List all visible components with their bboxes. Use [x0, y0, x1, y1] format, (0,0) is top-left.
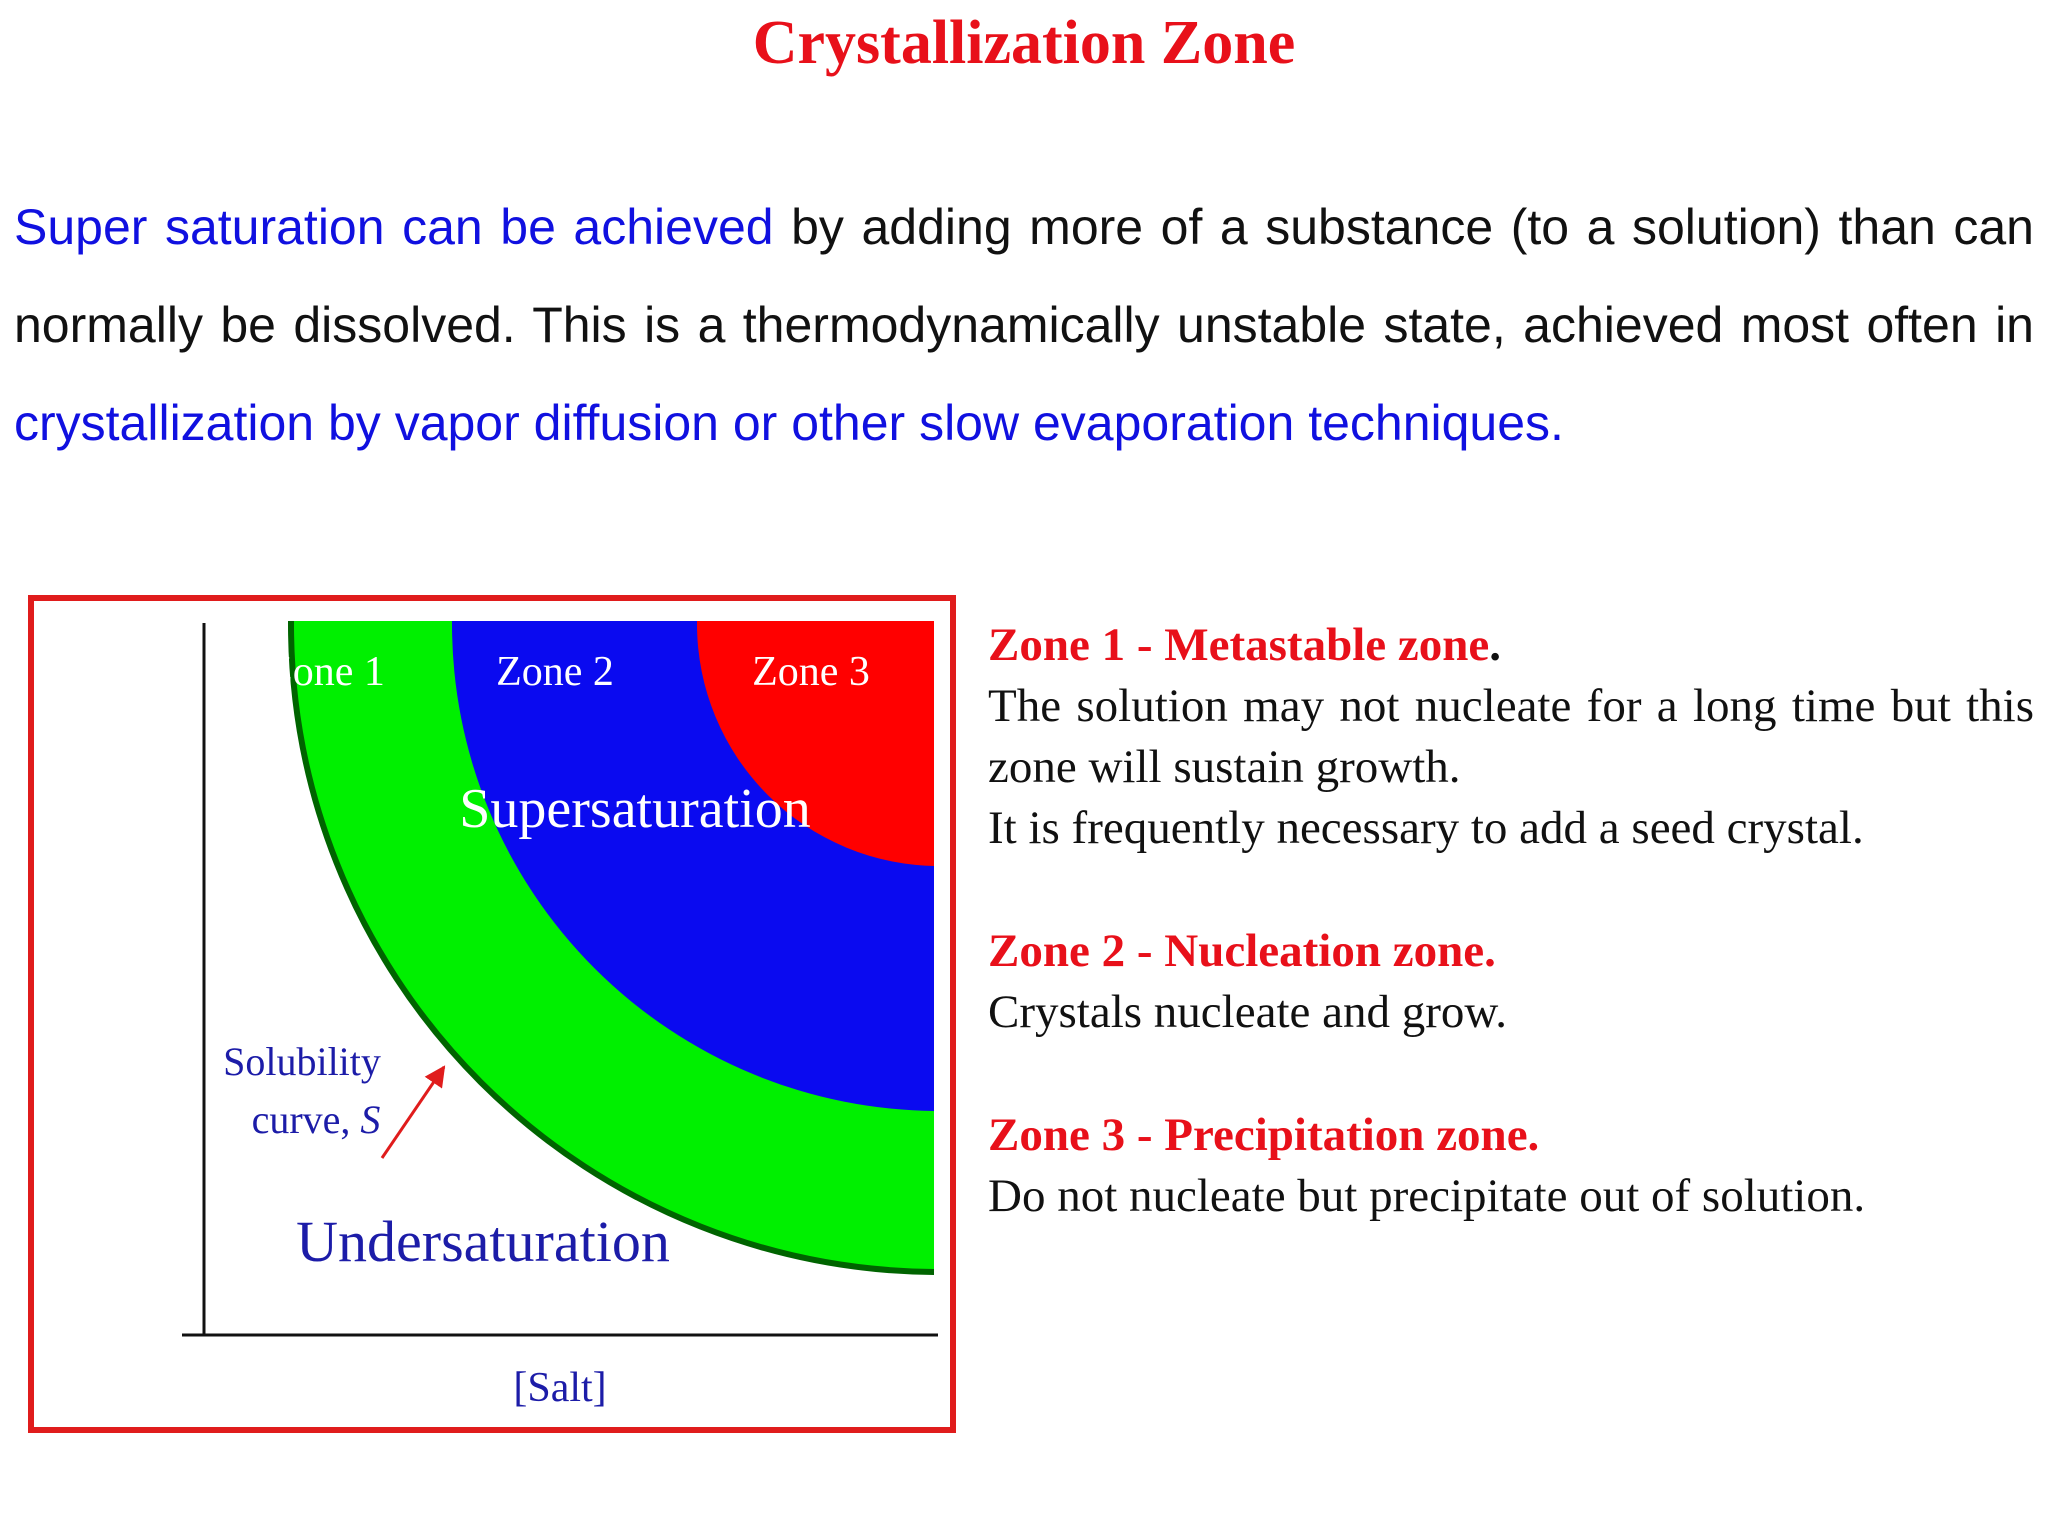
zone2-description — [988, 921, 2034, 1043]
zone3-description — [988, 1105, 2034, 1227]
solubility-arrow — [382, 1067, 444, 1158]
zone1-heading — [988, 615, 2034, 676]
zone3-label: Zone 3 — [752, 649, 870, 695]
zone1-heading-text: Zone 1 - Metastable zone — [988, 619, 1490, 671]
solubility-label-line2 — [252, 1097, 381, 1142]
zone2-label: Zone 2 — [496, 649, 614, 695]
intro-body-text: by adding more of a substance (to a solution) than can normally be dissolved. This is a thermodynamically unstable state, achieved most often in — [14, 199, 2034, 353]
zone3-line-1: Do not nucleate but precipitate out of solution. — [988, 1170, 1866, 1222]
x-axis-label: [Salt] — [513, 1365, 607, 1411]
diagram-svg — [34, 601, 950, 1427]
zone1-line-2: It is frequently necessary to add a seed crystal. — [988, 802, 1864, 854]
zone3-heading: Zone 3 - Precipitation zone. — [988, 1109, 1540, 1161]
crystallization-diagram — [28, 595, 956, 1433]
solubility-label-curve: curve, — [251, 1097, 351, 1142]
intro-highlight-techniques: crystallization by vapor diffusion or other slow evaporation techniques. — [14, 395, 1564, 451]
zone1-line-1: The solution may not nucleate for a long time but this zone will sustain growth. — [988, 680, 2034, 793]
intro-paragraph — [14, 178, 2034, 472]
zone1-heading-dot: . — [1489, 619, 1501, 671]
zone-descriptions — [988, 615, 2034, 1289]
undersaturation-label: Undersaturation — [296, 1209, 670, 1274]
zone2-line-1: Crystals nucleate and grow. — [988, 986, 1508, 1038]
page-title: Crystallization Zone — [752, 9, 1296, 77]
intro-highlight-supersaturation: Super saturation can be achieved — [14, 199, 774, 255]
supersaturation-label: Supersaturation — [459, 778, 811, 840]
zone1-label: Zone 1 — [267, 649, 385, 695]
solubility-symbol: S — [360, 1097, 381, 1142]
zone2-heading: Zone 2 - Nucleation zone. — [988, 925, 1496, 977]
solubility-label-line1: Solubility — [223, 1039, 381, 1084]
zone1-description — [988, 615, 2034, 859]
